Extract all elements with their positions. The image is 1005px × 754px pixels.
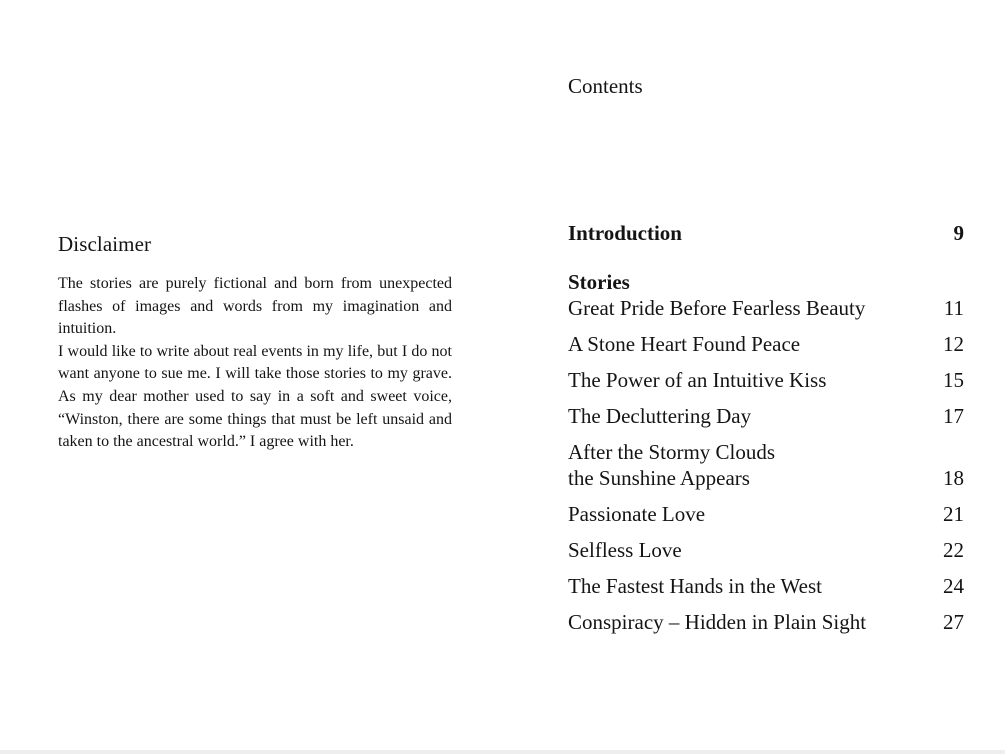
toc-entry-title: A Stone Heart Found Peace [568,332,801,356]
toc-entry-title: The Fastest Hands in the West [568,574,822,598]
toc-entry-title-line: the Sunshine Appears [568,466,750,490]
toc-entry-page: 22 [943,538,964,562]
toc-entry-title: Selfless Love [568,538,682,562]
table-of-contents [568,216,964,645]
disclaimer-paragraph: The stories are purely fictional and born from unexpected flashes of images and words from my imagination and intuition. [58,275,452,338]
toc-entry-page: 17 [943,404,964,428]
page-bottom-edge [0,750,1005,754]
toc-entry-page: 11 [943,296,964,320]
toc-entry-title: Great Pride Before Fearless Beauty [568,296,866,320]
toc-entry-title: Conspiracy – Hidden in Plain Sight [568,610,867,634]
toc-entry-title: The Decluttering Day [568,404,752,428]
toc-entry-title [568,439,775,491]
toc-entry-page: 21 [943,502,964,526]
contents-heading: Contents [568,74,643,98]
toc-entry-page: 27 [943,610,964,634]
toc-entry-title: Introduction [568,221,682,245]
toc-section-label: Stories [568,270,630,294]
toc-entry-title: The Power of an Intuitive Kiss [568,368,827,392]
toc-entry[interactable] [568,609,964,635]
toc-entry-page: 15 [943,368,964,392]
toc-list [568,295,964,635]
toc-entry-title-line: After the Stormy Clouds [568,440,776,464]
disclaimer-heading: Disclaimer [58,232,152,256]
disclaimer-paragraph: I would like to write about real events in my life, but I do not want anyone to sue me. I will take those stories to my grave. As my dear mother used to say in a soft and sweet voice, “Winston, there are some things that must be left unsaid and taken to the ancestral world.” I agree with her. [58,342,452,451]
toc-entry-page: 9 [953,221,964,245]
toc-entry[interactable] [568,403,964,429]
disclaimer-body [58,273,452,454]
toc-entry-page: 18 [943,466,964,490]
toc-entry-introduction[interactable] [568,216,964,246]
toc-entry[interactable] [568,367,964,393]
toc-entry-page: 12 [943,332,964,356]
toc-entry[interactable] [568,439,964,491]
toc-entry[interactable] [568,573,964,599]
toc-entry[interactable] [568,331,964,357]
toc-entry[interactable] [568,501,964,527]
left-page [58,232,452,454]
toc-entry-title: Passionate Love [568,502,706,526]
toc-entry-page: 24 [943,574,964,598]
toc-entry[interactable] [568,537,964,563]
toc-entry[interactable] [568,295,964,321]
